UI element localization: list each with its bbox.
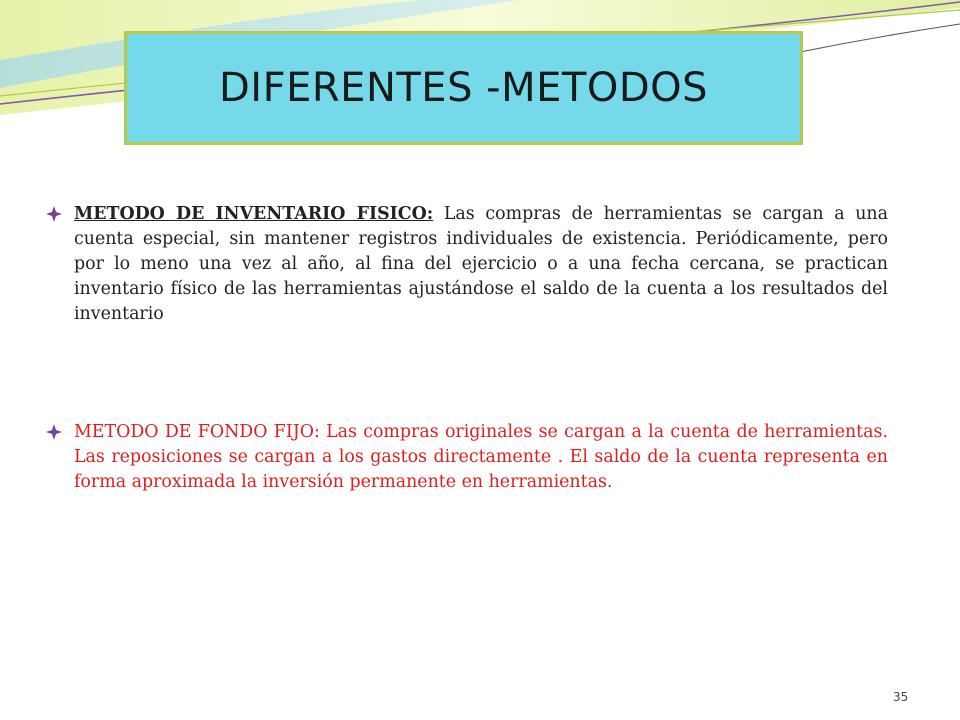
slide-title: DIFERENTES -METODOS <box>219 65 708 111</box>
bullet-text <box>74 202 888 327</box>
diamond-bullet-icon <box>46 202 74 327</box>
bullet-body: METODO DE FONDO FIJO: Las compras originales se cargan a la cuenta de herramientas. Las reposiciones se cargan a los gastos directamente . El saldo de la cuenta representa en forma aproximada la inversión permanente en herramientas. <box>74 422 888 492</box>
diamond-bullet-icon <box>46 420 74 495</box>
title-box <box>124 31 803 145</box>
swoosh-dark-line <box>800 24 960 52</box>
bullet-heading: METODO DE INVENTARIO FISICO: <box>74 204 434 224</box>
bullet-fondo-fijo <box>46 420 888 495</box>
bullet-inventario-fisico <box>46 202 888 327</box>
page-number: 35 <box>893 690 909 704</box>
bullet-body: Las compras de herramientas se cargan a una cuenta especial, sin mantener registros individuales de existencia. Periódicamente, pero por lo meno una vez al año, al fina del ejercicio o a una fecha cercana, se practican inventario físico de las herramientas ajustándose el saldo de la cuenta a los resultados del inventario <box>74 204 889 324</box>
